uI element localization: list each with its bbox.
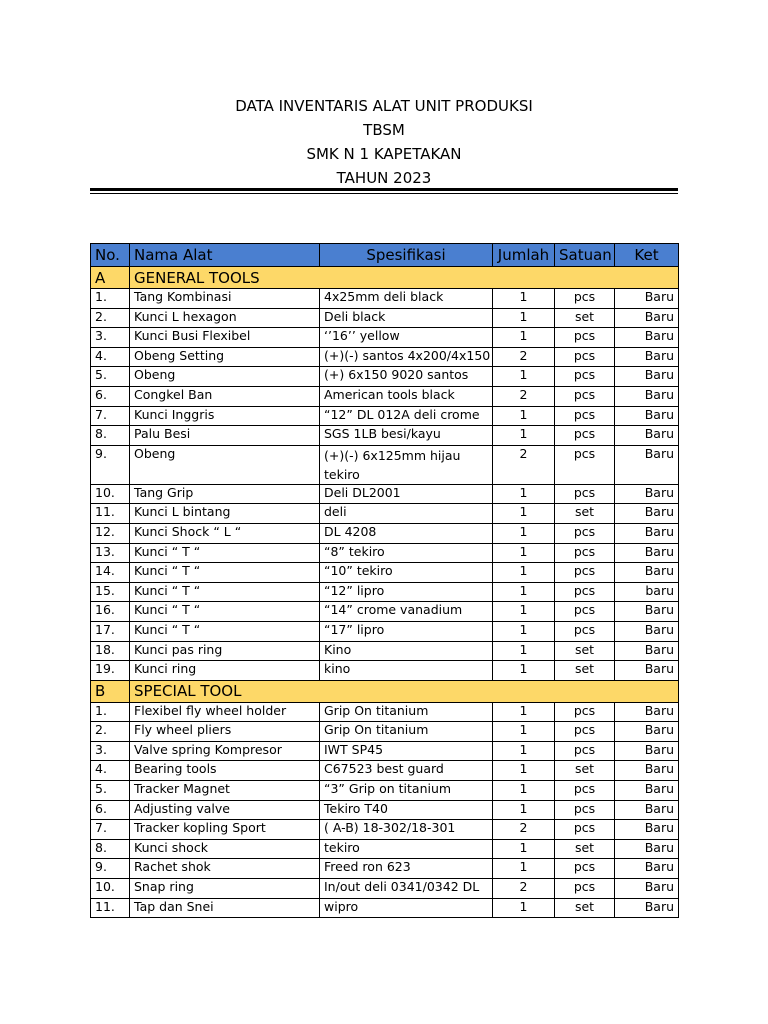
cell-jumlah: 1 <box>493 289 555 309</box>
cell-satuan: pcs <box>555 426 615 446</box>
cell-ket: Baru <box>615 781 679 801</box>
title-line-2: TBSM <box>363 121 405 139</box>
table-row <box>91 523 679 543</box>
cell-no: 12. <box>91 523 130 543</box>
cell-no: 9. <box>91 859 130 879</box>
cell-ket: Baru <box>615 367 679 387</box>
cell-ket: Baru <box>615 484 679 504</box>
cell-jumlah: 1 <box>493 308 555 328</box>
cell-satuan: pcs <box>555 328 615 348</box>
cell-ket: Baru <box>615 898 679 918</box>
cell-jumlah: 2 <box>493 820 555 840</box>
cell-ket: Baru <box>615 761 679 781</box>
cell-jumlah: 2 <box>493 879 555 899</box>
cell-jumlah: 2 <box>493 445 555 484</box>
cell-spesifikasi: In/out deli 0341/0342 DL <box>320 879 493 899</box>
table-row <box>91 839 679 859</box>
table-row <box>91 741 679 761</box>
title-line-3: SMK N 1 KAPETAKAN <box>306 145 462 163</box>
cell-ket: Baru <box>615 741 679 761</box>
cell-nama-alat: Valve spring Kompresor <box>130 741 320 761</box>
cell-jumlah: 1 <box>493 781 555 801</box>
cell-jumlah: 1 <box>493 563 555 583</box>
cell-no: 17. <box>91 621 130 641</box>
cell-no: 10. <box>91 879 130 899</box>
cell-spesifikasi: Tekiro T40 <box>320 800 493 820</box>
cell-ket: Baru <box>615 563 679 583</box>
cell-satuan: pcs <box>555 289 615 309</box>
table-row <box>91 602 679 622</box>
header-jumlah: Jumlah <box>493 244 555 267</box>
section-row <box>91 680 679 702</box>
cell-spesifikasi: Grip On titanium <box>320 702 493 722</box>
cell-jumlah: 1 <box>493 367 555 387</box>
cell-no: 2. <box>91 308 130 328</box>
cell-ket: Baru <box>615 820 679 840</box>
cell-ket: Baru <box>615 722 679 742</box>
cell-nama-alat: Kunci L bintang <box>130 504 320 524</box>
cell-satuan: pcs <box>555 800 615 820</box>
cell-satuan: pcs <box>555 820 615 840</box>
cell-ket: Baru <box>615 702 679 722</box>
cell-spesifikasi: “12” DL 012A deli crome <box>320 406 493 426</box>
cell-satuan: set <box>555 504 615 524</box>
cell-nama-alat: Kunci Shock “ L “ <box>130 523 320 543</box>
header-spesifikasi: Spesifikasi <box>320 244 493 267</box>
table-row <box>91 484 679 504</box>
table-row <box>91 328 679 348</box>
cell-jumlah: 1 <box>493 722 555 742</box>
table-row <box>91 582 679 602</box>
cell-ket: Baru <box>615 543 679 563</box>
cell-satuan: pcs <box>555 406 615 426</box>
cell-nama-alat: Kunci shock <box>130 839 320 859</box>
cell-ket: Baru <box>615 445 679 484</box>
cell-satuan: pcs <box>555 484 615 504</box>
cell-spesifikasi: (+)(-) santos 4x200/4x150 <box>320 347 493 367</box>
cell-jumlah: 1 <box>493 426 555 446</box>
cell-ket: Baru <box>615 859 679 879</box>
table-row <box>91 820 679 840</box>
table-row <box>91 898 679 918</box>
cell-nama-alat: Tap dan Snei <box>130 898 320 918</box>
cell-ket: Baru <box>615 289 679 309</box>
section-code: A <box>91 267 130 289</box>
cell-satuan: set <box>555 661 615 681</box>
cell-spesifikasi: tekiro <box>320 839 493 859</box>
cell-jumlah: 1 <box>493 543 555 563</box>
cell-satuan: set <box>555 898 615 918</box>
cell-nama-alat: Kunci “ T “ <box>130 543 320 563</box>
table-row <box>91 563 679 583</box>
cell-satuan: pcs <box>555 702 615 722</box>
cell-satuan: pcs <box>555 722 615 742</box>
cell-no: 7. <box>91 406 130 426</box>
cell-spesifikasi: Freed ron 623 <box>320 859 493 879</box>
cell-satuan: pcs <box>555 445 615 484</box>
cell-no: 10. <box>91 484 130 504</box>
cell-ket: Baru <box>615 308 679 328</box>
cell-ket: Baru <box>615 621 679 641</box>
cell-satuan: pcs <box>555 367 615 387</box>
title-divider-thick <box>90 188 678 191</box>
cell-jumlah: 1 <box>493 661 555 681</box>
cell-nama-alat: Congkel Ban <box>130 386 320 406</box>
cell-satuan: pcs <box>555 602 615 622</box>
cell-satuan: pcs <box>555 741 615 761</box>
cell-jumlah: 1 <box>493 582 555 602</box>
cell-spesifikasi: C67523 best guard <box>320 761 493 781</box>
cell-spesifikasi: wipro <box>320 898 493 918</box>
cell-no: 15. <box>91 582 130 602</box>
cell-no: 1. <box>91 702 130 722</box>
cell-jumlah: 1 <box>493 406 555 426</box>
cell-jumlah: 1 <box>493 859 555 879</box>
cell-nama-alat: Tracker kopling Sport <box>130 820 320 840</box>
section-name: SPECIAL TOOL <box>130 680 679 702</box>
table-row <box>91 406 679 426</box>
cell-spesifikasi: IWT SP45 <box>320 741 493 761</box>
cell-nama-alat: Flexibel fly wheel holder <box>130 702 320 722</box>
cell-ket: Baru <box>615 839 679 859</box>
table-row <box>91 347 679 367</box>
cell-satuan: pcs <box>555 347 615 367</box>
cell-jumlah: 1 <box>493 702 555 722</box>
cell-satuan: set <box>555 308 615 328</box>
table-row <box>91 800 679 820</box>
table-row <box>91 781 679 801</box>
cell-nama-alat: Kunci L hexagon <box>130 308 320 328</box>
cell-jumlah: 1 <box>493 800 555 820</box>
table-row <box>91 367 679 387</box>
cell-spesifikasi: SGS 1LB besi/kayu <box>320 426 493 446</box>
inventory-table <box>90 243 679 918</box>
cell-spesifikasi: ( A-B) 18-302/18-301 <box>320 820 493 840</box>
cell-satuan: set <box>555 641 615 661</box>
cell-no: 5. <box>91 367 130 387</box>
table-row <box>91 543 679 563</box>
cell-nama-alat: Tang Kombinasi <box>130 289 320 309</box>
section-code: B <box>91 680 130 702</box>
cell-no: 2. <box>91 722 130 742</box>
cell-nama-alat: Palu Besi <box>130 426 320 446</box>
table-row <box>91 308 679 328</box>
section-name: GENERAL TOOLS <box>130 267 679 289</box>
cell-spesifikasi: “17” lipro <box>320 621 493 641</box>
cell-spesifikasi: “12” lipro <box>320 582 493 602</box>
cell-nama-alat: Kunci pas ring <box>130 641 320 661</box>
cell-jumlah: 1 <box>493 484 555 504</box>
cell-nama-alat: Kunci “ T “ <box>130 563 320 583</box>
cell-ket: Baru <box>615 602 679 622</box>
cell-satuan: pcs <box>555 879 615 899</box>
cell-satuan: pcs <box>555 563 615 583</box>
cell-no: 4. <box>91 347 130 367</box>
title-line-1: DATA INVENTARIS ALAT UNIT PRODUKSI <box>235 97 533 115</box>
cell-satuan: set <box>555 761 615 781</box>
cell-no: 6. <box>91 800 130 820</box>
cell-ket: Baru <box>615 504 679 524</box>
table-row <box>91 621 679 641</box>
cell-no: 3. <box>91 741 130 761</box>
cell-spesifikasi: American tools black <box>320 386 493 406</box>
cell-nama-alat: Bearing tools <box>130 761 320 781</box>
cell-satuan: pcs <box>555 859 615 879</box>
cell-jumlah: 2 <box>493 386 555 406</box>
cell-no: 7. <box>91 820 130 840</box>
cell-nama-alat: Obeng Setting <box>130 347 320 367</box>
cell-no: 3. <box>91 328 130 348</box>
cell-jumlah: 1 <box>493 621 555 641</box>
cell-nama-alat: Snap ring <box>130 879 320 899</box>
cell-nama-alat: Kunci “ T “ <box>130 621 320 641</box>
table-row <box>91 879 679 899</box>
cell-jumlah: 1 <box>493 761 555 781</box>
cell-no: 4. <box>91 761 130 781</box>
table-row <box>91 445 679 484</box>
cell-ket: Baru <box>615 406 679 426</box>
cell-jumlah: 2 <box>493 347 555 367</box>
cell-satuan: pcs <box>555 781 615 801</box>
cell-no: 8. <box>91 839 130 859</box>
table-row <box>91 859 679 879</box>
cell-nama-alat: Kunci “ T “ <box>130 602 320 622</box>
cell-nama-alat: Adjusting valve <box>130 800 320 820</box>
header-satuan: Satuan <box>555 244 615 267</box>
cell-ket: Baru <box>615 386 679 406</box>
cell-spesifikasi: kino <box>320 661 493 681</box>
cell-ket: Baru <box>615 800 679 820</box>
cell-spesifikasi: DL 4208 <box>320 523 493 543</box>
cell-no: 11. <box>91 504 130 524</box>
document-title <box>0 94 768 190</box>
cell-no: 5. <box>91 781 130 801</box>
cell-jumlah: 1 <box>493 741 555 761</box>
cell-no: 1. <box>91 289 130 309</box>
cell-nama-alat: Kunci Inggris <box>130 406 320 426</box>
cell-ket: Baru <box>615 347 679 367</box>
cell-ket: Baru <box>615 661 679 681</box>
cell-jumlah: 1 <box>493 641 555 661</box>
cell-satuan: pcs <box>555 621 615 641</box>
table-body <box>91 267 679 918</box>
cell-satuan: pcs <box>555 582 615 602</box>
cell-ket: Baru <box>615 879 679 899</box>
cell-satuan: pcs <box>555 386 615 406</box>
cell-spesifikasi: Grip On titanium <box>320 722 493 742</box>
section-row <box>91 267 679 289</box>
table-row <box>91 504 679 524</box>
table-header-row <box>91 244 679 267</box>
cell-satuan: set <box>555 839 615 859</box>
cell-nama-alat: Tang Grip <box>130 484 320 504</box>
cell-nama-alat: Obeng <box>130 367 320 387</box>
cell-nama-alat: Fly wheel pliers <box>130 722 320 742</box>
cell-nama-alat: Kunci ring <box>130 661 320 681</box>
cell-jumlah: 1 <box>493 328 555 348</box>
table-row <box>91 641 679 661</box>
cell-ket: baru <box>615 582 679 602</box>
cell-no: 14. <box>91 563 130 583</box>
cell-spesifikasi: ‘’16’’ yellow <box>320 328 493 348</box>
cell-ket: Baru <box>615 641 679 661</box>
cell-no: 6. <box>91 386 130 406</box>
header-ket: Ket <box>615 244 679 267</box>
cell-jumlah: 1 <box>493 602 555 622</box>
table-row <box>91 702 679 722</box>
cell-spesifikasi: “3” Grip on titanium <box>320 781 493 801</box>
cell-spesifikasi: (+) 6x150 9020 santos <box>320 367 493 387</box>
cell-no: 11. <box>91 898 130 918</box>
cell-no: 8. <box>91 426 130 446</box>
cell-spesifikasi: “10” tekiro <box>320 563 493 583</box>
cell-jumlah: 1 <box>493 523 555 543</box>
cell-spesifikasi: 4x25mm deli black <box>320 289 493 309</box>
cell-no: 13. <box>91 543 130 563</box>
cell-jumlah: 1 <box>493 898 555 918</box>
cell-spesifikasi: (+)(-) 6x125mm hijau tekiro <box>320 445 493 484</box>
header-no: No. <box>91 244 130 267</box>
cell-ket: Baru <box>615 328 679 348</box>
table-row <box>91 426 679 446</box>
cell-no: 16. <box>91 602 130 622</box>
cell-nama-alat: Rachet shok <box>130 859 320 879</box>
cell-nama-alat: Obeng <box>130 445 320 484</box>
cell-spesifikasi: Deli DL2001 <box>320 484 493 504</box>
header-nama-alat: Nama Alat <box>130 244 320 267</box>
cell-jumlah: 1 <box>493 839 555 859</box>
cell-spesifikasi: “8” tekiro <box>320 543 493 563</box>
title-line-4: TAHUN 2023 <box>336 169 432 187</box>
table-row <box>91 289 679 309</box>
cell-ket: Baru <box>615 426 679 446</box>
cell-ket: Baru <box>615 523 679 543</box>
cell-no: 9. <box>91 445 130 484</box>
table-row <box>91 661 679 681</box>
table-row <box>91 722 679 742</box>
cell-nama-alat: Kunci “ T “ <box>130 582 320 602</box>
table-row <box>91 761 679 781</box>
table-row <box>91 386 679 406</box>
cell-spesifikasi: Kino <box>320 641 493 661</box>
cell-nama-alat: Kunci Busi Flexibel <box>130 328 320 348</box>
cell-spesifikasi: “14” crome vanadium <box>320 602 493 622</box>
cell-satuan: pcs <box>555 543 615 563</box>
cell-no: 19. <box>91 661 130 681</box>
cell-nama-alat: Tracker Magnet <box>130 781 320 801</box>
title-divider-thin <box>90 193 678 194</box>
cell-jumlah: 1 <box>493 504 555 524</box>
cell-satuan: pcs <box>555 523 615 543</box>
cell-no: 18. <box>91 641 130 661</box>
cell-spesifikasi: Deli black <box>320 308 493 328</box>
cell-spesifikasi: deli <box>320 504 493 524</box>
